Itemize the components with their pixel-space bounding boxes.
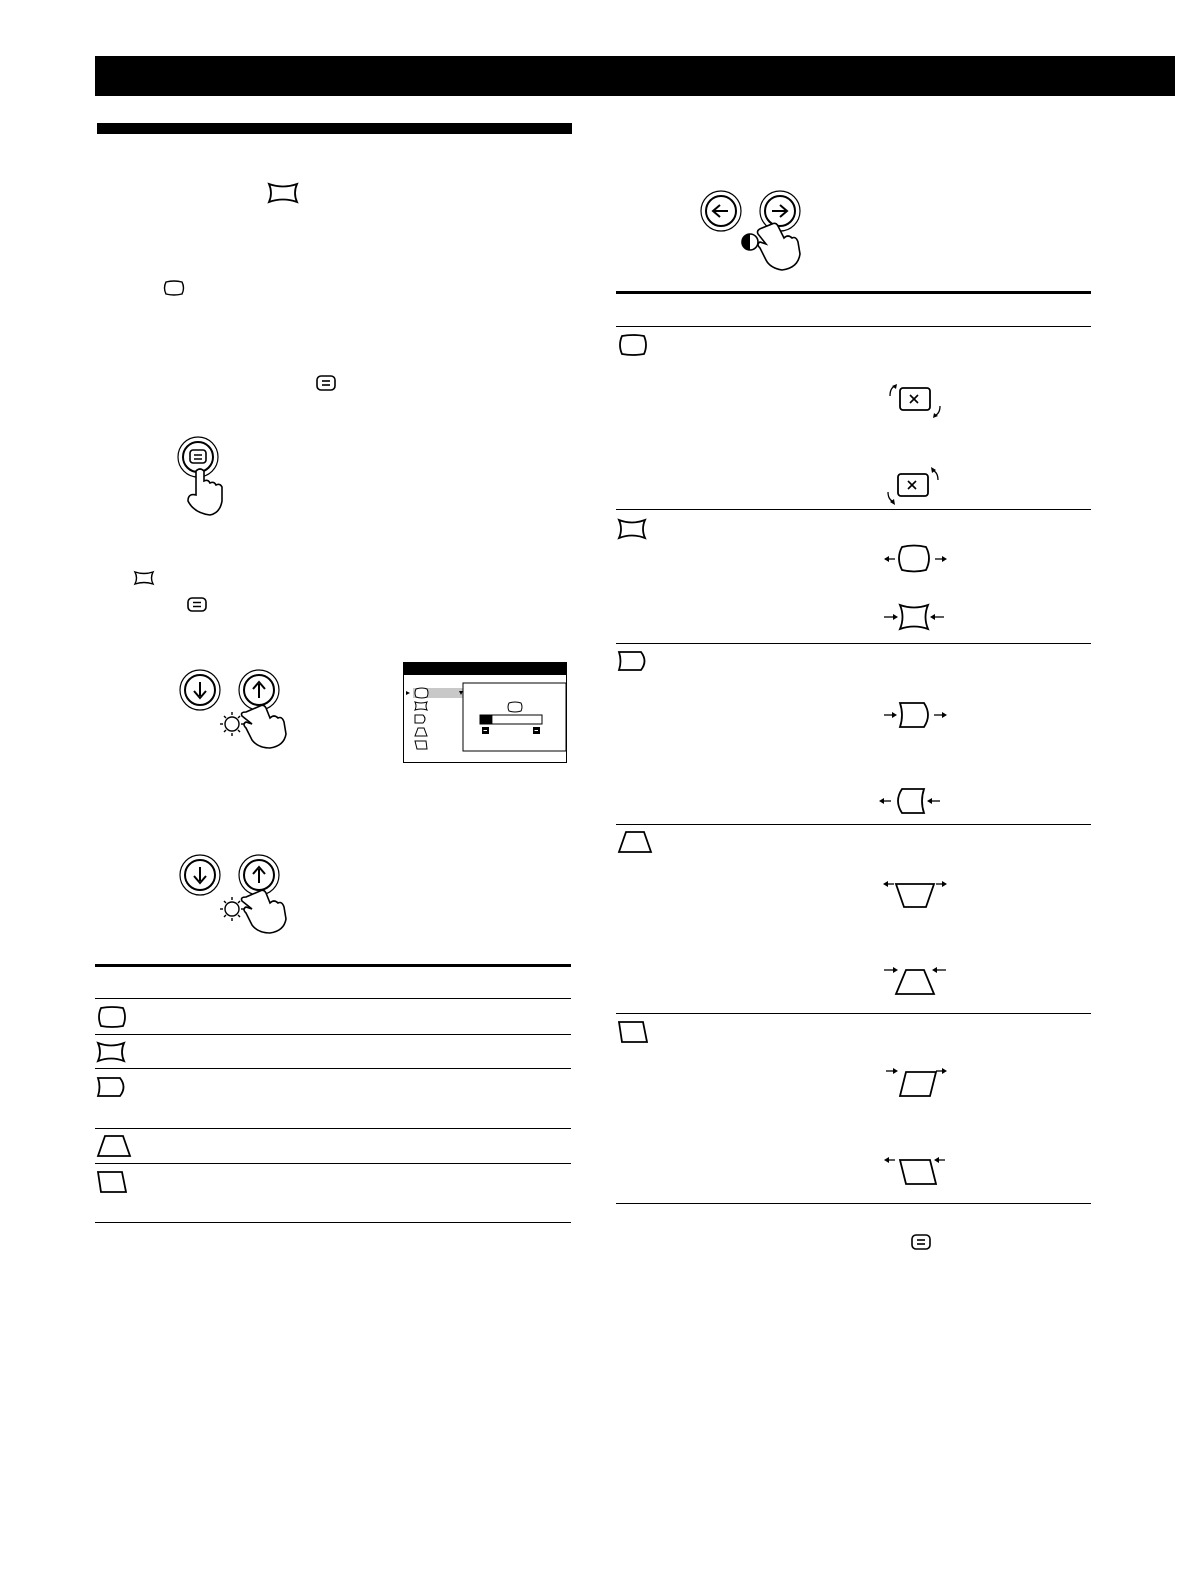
left-right-buttons-illustration xyxy=(700,190,805,272)
size-icon xyxy=(96,1006,128,1028)
pin-balance-right-diagram xyxy=(880,700,950,730)
table-rule xyxy=(95,1163,571,1164)
table-rule xyxy=(95,1034,571,1035)
parallelogram-right-diagram xyxy=(880,1062,950,1098)
size-icon xyxy=(162,280,186,296)
table-bottom-rule xyxy=(95,1222,571,1223)
up-down-buttons-illustration xyxy=(178,668,290,750)
size-decrease-diagram xyxy=(882,466,944,508)
table-rule xyxy=(95,1128,571,1129)
parallelogram-icon xyxy=(96,1170,128,1194)
parallelogram-left-diagram xyxy=(880,1150,950,1186)
table-rule xyxy=(95,1068,571,1069)
pincushion-icon xyxy=(617,518,647,540)
osd-menu-content xyxy=(403,674,567,763)
trapezoid-top-wide-diagram xyxy=(880,876,950,912)
pin-balance-left-diagram xyxy=(876,786,946,816)
menu-button-press-illustration xyxy=(176,435,236,517)
pincushion-icon xyxy=(133,570,155,586)
menu-icon xyxy=(911,1234,931,1250)
table-rule xyxy=(616,326,1091,327)
trapezoid-icon xyxy=(617,830,653,854)
table-rule xyxy=(616,509,1091,510)
up-down-buttons-illustration xyxy=(178,853,290,935)
pincushion-inward-diagram xyxy=(880,602,950,632)
table-top-rule xyxy=(95,964,571,967)
trapezoid-top-narrow-diagram xyxy=(880,962,950,998)
size-icon xyxy=(617,334,649,356)
pin-balance-icon xyxy=(617,650,649,672)
table-bottom-rule xyxy=(616,1203,1091,1204)
size-increase-diagram xyxy=(884,380,944,420)
menu-icon xyxy=(316,375,336,391)
table-top-rule xyxy=(616,291,1091,294)
section-title-bar xyxy=(97,123,572,134)
pincushion-outward-diagram xyxy=(880,544,950,574)
menu-icon xyxy=(187,597,207,612)
pin-balance-icon xyxy=(96,1076,128,1098)
parallelogram-icon xyxy=(617,1020,649,1044)
table-rule xyxy=(616,643,1091,644)
pincushion-icon xyxy=(267,182,299,204)
trapezoid-icon xyxy=(96,1134,132,1158)
table-rule xyxy=(616,1013,1091,1014)
table-rule xyxy=(95,998,571,999)
table-rule xyxy=(616,824,1091,825)
page-header-bar xyxy=(95,56,1175,96)
pincushion-icon xyxy=(96,1041,126,1063)
